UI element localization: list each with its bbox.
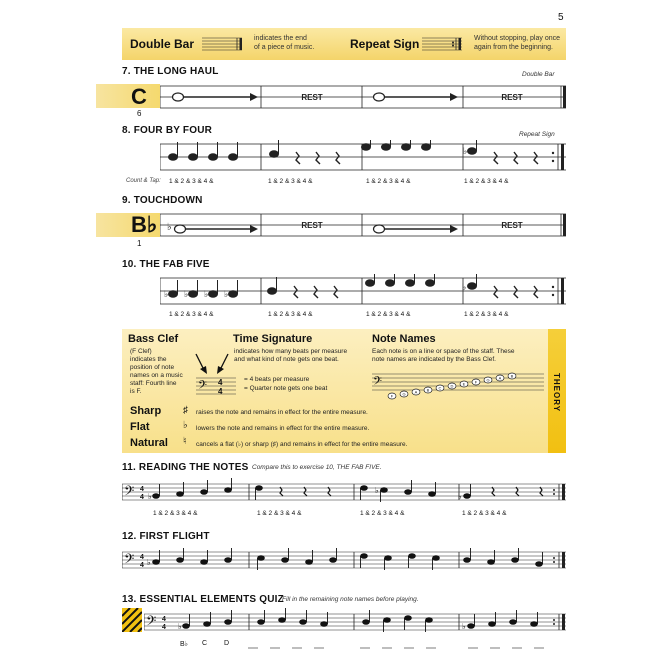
note-letter: A: [414, 389, 418, 395]
svg-text:𝄢: 𝄢: [146, 615, 157, 632]
count-row: 1 & 2 & 3 & 4 &: [169, 178, 214, 185]
svg-text:♭: ♭: [178, 622, 182, 631]
svg-text:4: 4: [140, 494, 144, 501]
note-names-heading: Note Names: [372, 333, 436, 345]
staff-exercise-7: [160, 82, 570, 112]
svg-text:♭: ♭: [224, 289, 229, 299]
note-letter: E: [462, 381, 466, 387]
svg-text:♭: ♭: [167, 222, 172, 233]
bass-clef-line: staff: Fourth line: [130, 380, 177, 387]
note-letter: G: [486, 377, 490, 383]
time-signature-line: indicates how many beats per measure: [234, 348, 348, 355]
time-signature-line: and what kind of note gets one beat.: [234, 356, 339, 363]
svg-text:4: 4: [140, 486, 144, 493]
svg-text:4: 4: [218, 378, 223, 387]
note-names-staff: [372, 368, 548, 402]
svg-text:𝄢: 𝄢: [198, 378, 208, 394]
sharp-icon: ♯: [183, 405, 188, 416]
note-letter: B: [426, 387, 430, 393]
svg-text:♭: ♭: [462, 282, 467, 292]
key-letter-c: C: [131, 84, 147, 109]
svg-text:♭: ♭: [375, 486, 379, 495]
repeat-sign-desc-2: again from the beginning.: [474, 44, 553, 51]
count-row: 1 & 2 & 3 & 4 &: [366, 178, 411, 185]
svg-text:𝄢: 𝄢: [124, 485, 135, 502]
rest-label: REST: [501, 93, 523, 102]
count-row: 1 & 2 & 3 & 4 &: [464, 178, 509, 185]
exercise-13-callout: Fill in the remaining note names before playing.: [282, 596, 419, 603]
svg-text:♭: ♭: [148, 492, 152, 501]
svg-text:♭: ♭: [458, 492, 462, 501]
note-letter: D: [450, 383, 454, 389]
rest-label: REST: [301, 221, 323, 230]
quiz-answer: C: [202, 640, 208, 647]
natural-heading: Natural: [130, 437, 168, 449]
svg-text:♭: ♭: [204, 289, 209, 299]
count-row: 1 & 2 & 3 & 4 &: [257, 510, 302, 517]
exercise-13-title: 13. ESSENTIAL ELEMENTS QUIZ: [122, 594, 284, 605]
repeat-sign-title: Repeat Sign: [350, 37, 420, 51]
exercise-11-title: 11. READING THE NOTES: [122, 462, 249, 473]
staff-exercise-10: [160, 274, 570, 308]
count-row: 1 & 2 & 3 & 4 &: [169, 311, 214, 318]
sharp-text: raises the note and remains in effect for the entire measure.: [196, 409, 368, 416]
bass-clef-line: names on a music: [130, 372, 183, 379]
count-row: 1 & 2 & 3 & 4 &: [268, 311, 313, 318]
rest-label: REST: [501, 221, 523, 230]
staff-exercise-9: [160, 210, 570, 240]
note-names-line: note names are indicated by the Bass Clef.: [372, 356, 496, 363]
exercise-8-callout: Repeat Sign: [519, 131, 555, 138]
note-letter: F: [474, 379, 478, 385]
svg-text:♭: ♭: [462, 622, 466, 631]
svg-text:♭: ♭: [463, 146, 468, 156]
note-letter: G: [402, 391, 406, 397]
page-number: 5: [558, 12, 564, 23]
svg-text:4: 4: [140, 562, 144, 569]
double-bar-desc-1: indicates the end: [254, 35, 307, 42]
quiz-answer: D: [224, 640, 230, 647]
key-box-c: [96, 84, 160, 108]
count-row: 1 & 2 & 3 & 4 &: [366, 311, 411, 318]
svg-text:4: 4: [218, 387, 223, 396]
staff-exercise-8: [160, 140, 570, 174]
clef-time-signature-icon: [188, 352, 238, 398]
measure-number: 6: [137, 109, 142, 118]
exercise-11-callout: Compare this to exercise 10, THE FAB FIVE.: [252, 464, 382, 471]
bass-clef-line: (F Clef): [130, 348, 152, 355]
flat-icon: ♭: [183, 420, 188, 431]
svg-text:♭: ♭: [164, 289, 169, 299]
time-signature-text: [234, 348, 347, 364]
count-row: 1 & 2 & 3 & 4 &: [153, 510, 198, 517]
exercise-7-callout: Double Bar: [522, 71, 555, 78]
note-letter: F: [390, 393, 394, 399]
svg-text:4: 4: [162, 616, 166, 623]
theory-tab-label: THEORY: [552, 373, 561, 413]
exercise-7-title: 7. THE LONG HAUL: [122, 66, 219, 77]
exercise-8-title: 8. FOUR BY FOUR: [122, 125, 213, 136]
double-bar-title: Double Bar: [130, 37, 195, 51]
note-letter: A: [498, 375, 502, 381]
svg-text:♭: ♭: [184, 289, 189, 299]
rest-label: REST: [301, 93, 323, 102]
exercise-9-title: 9. TOUCHDOWN: [122, 195, 203, 206]
quiz-answer: B♭: [180, 641, 188, 648]
svg-text:𝄢: 𝄢: [373, 374, 383, 390]
exercise-12-title: 12. FIRST FLIGHT: [122, 531, 210, 542]
natural-text: cancels a flat (♭) or sharp (♯) and remains in effect for the entire measure.: [196, 441, 408, 448]
notation-legend-bar: [122, 28, 566, 60]
bass-clef-line: position of note: [130, 364, 175, 371]
key-letter-b-flat: B♭: [131, 212, 158, 237]
note-letter: B: [510, 373, 514, 379]
time-signature-heading: Time Signature: [233, 333, 313, 345]
sharp-heading: Sharp: [130, 405, 162, 417]
flat-text: lowers the note and remains in effect for the entire measure.: [196, 425, 370, 432]
theory-tab: [548, 329, 566, 453]
staff-exercise-13: [144, 608, 570, 638]
quarter-note-text: = Quarter note gets one beat: [244, 385, 328, 392]
count-row: 1 & 2 & 3 & 4 &: [360, 510, 405, 517]
double-bar-desc-2: of a piece of music.: [254, 44, 315, 51]
bass-clef-line: is F.: [130, 388, 142, 395]
four-beats-text: = 4 beats per measure: [244, 376, 310, 383]
note-names-line: Each note is on a line or space of the staff. These: [372, 348, 515, 355]
count-row: 1 & 2 & 3 & 4 &: [462, 510, 507, 517]
count-row: 1 & 2 & 3 & 4 &: [464, 311, 509, 318]
double-bar-icon: [202, 36, 244, 52]
svg-text:4: 4: [140, 554, 144, 561]
bass-clef-line: indicates the: [130, 356, 167, 363]
note-names-text: [372, 348, 515, 364]
measure-number: 1: [137, 239, 142, 248]
svg-text:♭: ♭: [147, 558, 151, 567]
svg-text:4: 4: [162, 624, 166, 631]
natural-icon: ♮: [183, 436, 187, 447]
flat-heading: Flat: [130, 421, 150, 433]
count-and-tap-label: Count & Tap:: [126, 178, 161, 184]
repeat-sign-desc-1: Without stopping, play once: [474, 35, 560, 42]
staff-exercise-11: [122, 478, 570, 508]
repeat-sign-icon: [422, 36, 464, 52]
staff-exercise-12: [122, 546, 570, 576]
note-letter: C: [438, 385, 442, 391]
exercise-10-title: 10. THE FAB FIVE: [122, 259, 210, 270]
svg-text:𝄢: 𝄢: [124, 553, 135, 570]
bass-clef-heading: Bass Clef: [128, 333, 179, 345]
quiz-badge-icon: [122, 608, 142, 632]
quiz-answer-blanks[interactable]: [240, 640, 570, 650]
count-row: 1 & 2 & 3 & 4 &: [268, 178, 313, 185]
